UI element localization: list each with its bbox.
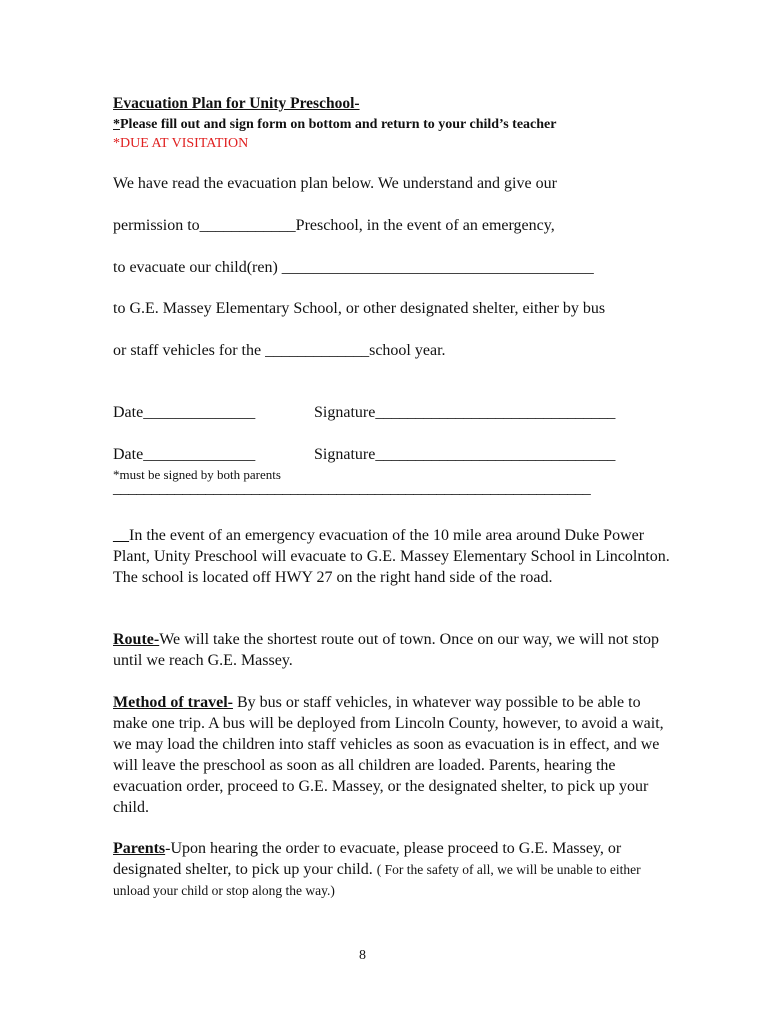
signature-row [113, 404, 615, 422]
permission-line-4: to G.E. Massey Elementary School, or other designated shelter, either by bus [113, 300, 606, 317]
parents-text: -Upon hearing the order to evacuate, please proceed to G.E. Massey, or designated shelter, to pick up your child. [113, 840, 622, 878]
method-paragraph [113, 692, 673, 818]
instruction-text: Please fill out and sign form on bottom and return to your child’s teacher [120, 117, 557, 132]
evacuation-paragraph [113, 525, 673, 588]
route-heading: Route- [113, 631, 160, 648]
parents-heading: Parents [113, 840, 166, 857]
parents-note: ( For the safety of all, we will be unable to either unload your child or stop along the way.) [113, 862, 641, 898]
route-text: We will take the shortest route out of town. Once on our way, we will not stop until we reach G.E. Massey. [113, 631, 660, 669]
evacuation-text: In the event of an emergency evacuation of the 10 mile area around Duke Power Plant, Unity Preschool will evacuate to G.E. Massey Elementary School in Lincolnton. The school is located off HWY 27 on the right hand side of the road. [113, 527, 670, 586]
date-field[interactable]: Date______________ [113, 446, 256, 463]
signature-row [113, 446, 615, 464]
instruction-line [113, 117, 556, 133]
permission-line-3: to evacuate our child(ren) _______________________________________ [113, 259, 594, 276]
permission-line-5: or staff vehicles for the _____________school year. [113, 342, 446, 359]
date-field[interactable]: Date______________ [113, 404, 256, 421]
page-number: 8 [359, 948, 366, 963]
divider-line: ______________________________________________________________ [113, 480, 591, 497]
method-text: By bus or staff vehicles, in whatever way possible to be able to make one trip. A bus will be deployed from Lincoln County, however, to avoid a wait, we may load the children into staff vehicles as soon as evacuation is in effect, and we will leave the preschool as soon as all children are loaded. Parents, hearing the evacuation order, proceed to G.E. Massey, or the designated shelter, to pick up your child. [113, 694, 664, 816]
evacuation-blank: __ [113, 527, 129, 544]
instruction-asterisk: * [113, 117, 120, 132]
permission-line-1: We have read the evacuation plan below. We understand and give our [113, 175, 557, 192]
method-heading: Method of travel- [113, 694, 233, 711]
parents-paragraph [113, 838, 673, 901]
route-paragraph [113, 629, 673, 671]
signature-field[interactable]: Signature______________________________ [314, 404, 616, 421]
signature-field[interactable]: Signature______________________________ [314, 446, 616, 463]
due-notice: *DUE AT VISITATION [113, 136, 249, 151]
must-sign-note: *must be signed by both parents [113, 467, 281, 482]
form-title: Evacuation Plan for Unity Preschool- [113, 95, 360, 112]
permission-line-2: permission to____________Preschool, in the event of an emergency, [113, 217, 555, 234]
